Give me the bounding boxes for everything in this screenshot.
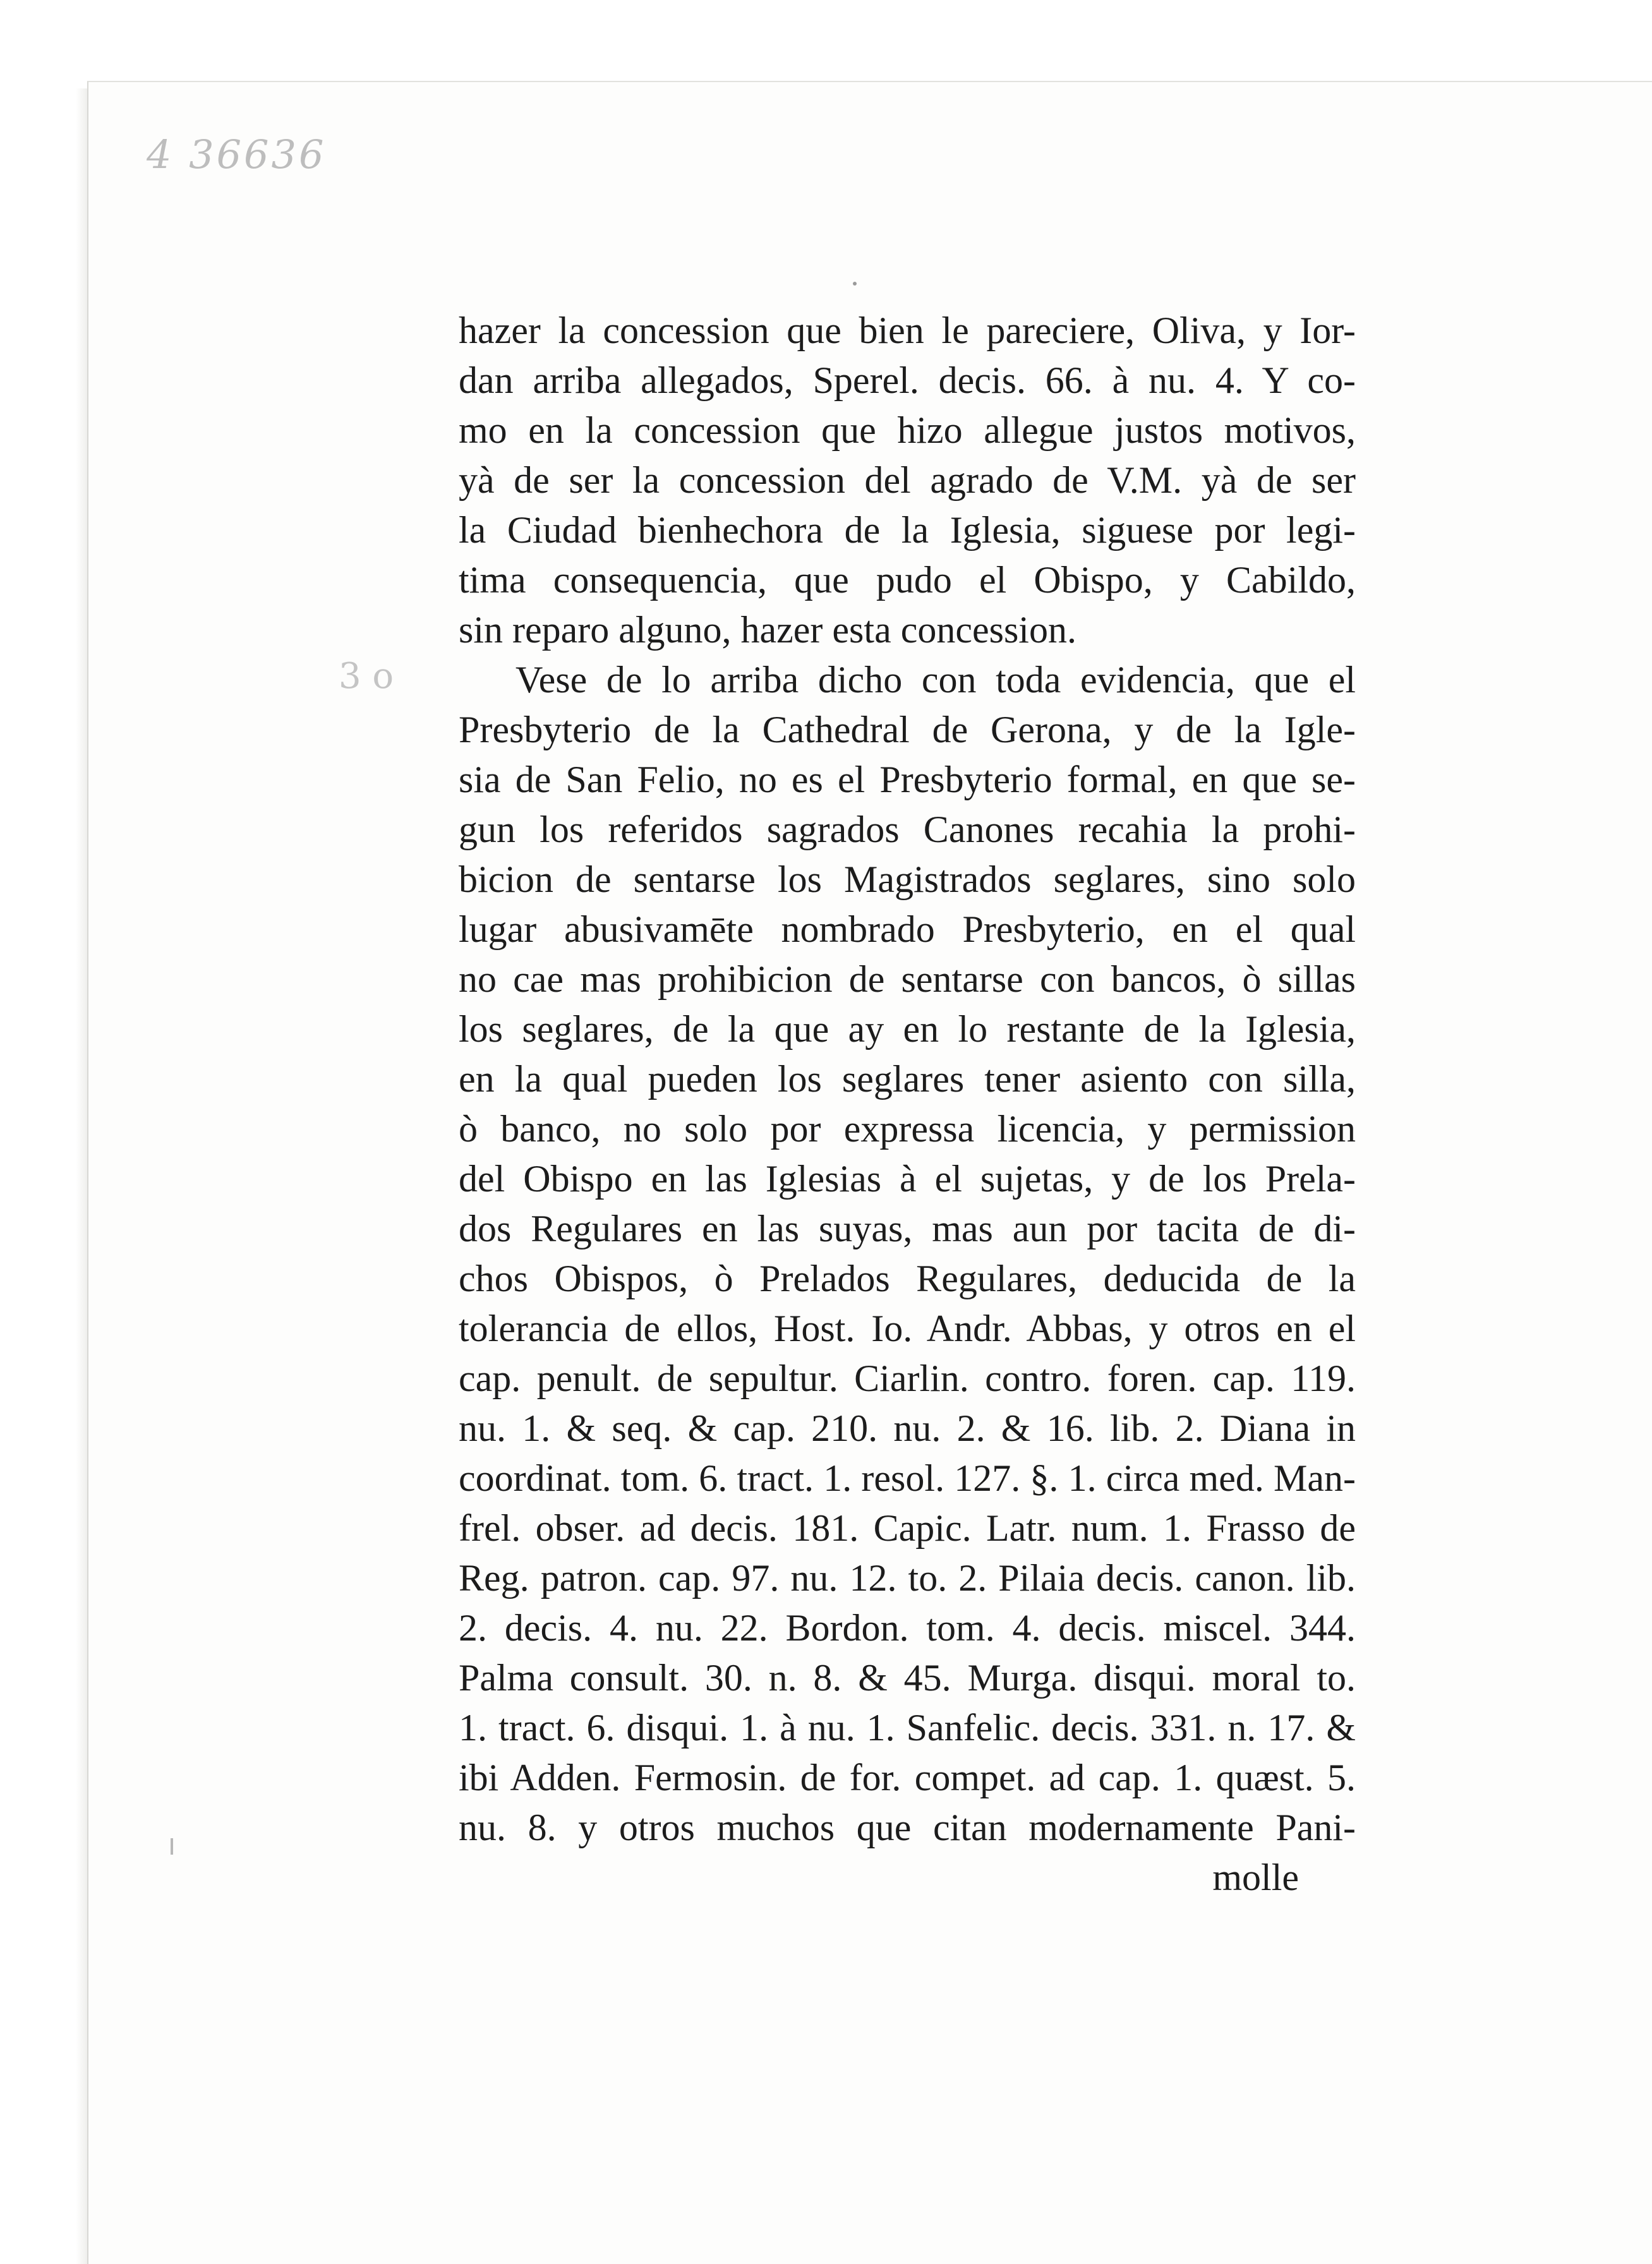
catchword: molle xyxy=(1212,1857,1299,1898)
archive-pencil-note: 4 36636 xyxy=(147,131,327,178)
text-line: no cae mas prohibicion de sentarse con bancos, ò sillas xyxy=(459,958,1356,1000)
text-line: dan arriba allegados, Sperel. decis. 66. à nu. 4. Y co- xyxy=(459,359,1356,401)
text-line: tolerancia de ellos, Host. Io. Andr. Abbas, y otros en el xyxy=(459,1308,1356,1349)
ink-speck xyxy=(853,282,857,286)
text-line: la Ciudad bienhechora de la Iglesia, siguese por legi- xyxy=(459,509,1356,551)
text-line: dos Regulares en las suyas, mas aun por tacita de di- xyxy=(459,1208,1356,1249)
text-line: Palma consult. 30. n. 8. & 45. Murga. disqui. moral to. xyxy=(459,1657,1356,1699)
text-line: en la qual pueden los seglares tener asiento con silla, xyxy=(459,1058,1356,1100)
text-line: Presbyterio de la Cathedral de Gerona, y de la Igle- xyxy=(459,709,1356,750)
text-line: sin reparo alguno, hazer esta concession. xyxy=(459,609,1076,651)
margin-pencil-note: 3 o xyxy=(339,656,394,697)
text-line: hazer la concession que bien le pareciere, Oliva, y Ior- xyxy=(459,310,1356,351)
text-line: coordinat. tom. 6. tract. 1. resol. 127. §. 1. circa med. Man- xyxy=(459,1457,1356,1499)
text-line: sia de San Felio, no es el Presbyterio formal, en que se- xyxy=(459,759,1356,800)
page-edge-shadow xyxy=(76,88,88,2264)
text-line: cap. penult. de sepultur. Ciarlin. contro. foren. cap. 119. xyxy=(459,1358,1356,1399)
text-line: nu. 8. y otros muchos que citan modernamente Pani- xyxy=(459,1807,1356,1848)
text-line: ibi Adden. Fermosin. de for. compet. ad cap. 1. quæst. 5. xyxy=(459,1757,1356,1798)
text-line: ò banco, no solo por expressa licencia, y permission xyxy=(459,1108,1356,1150)
text-line: los seglares, de la que ay en lo restante de la Iglesia, xyxy=(459,1008,1356,1050)
text-line: mo en la concession que hizo allegue justos motivos, xyxy=(459,409,1356,451)
text-line: 2. decis. 4. nu. 22. Bordon. tom. 4. decis. miscel. 344. xyxy=(459,1607,1356,1649)
text-line: yà de ser la concession del agrado de V.M. yà de ser xyxy=(459,459,1356,501)
text-line: tima consequencia, que pudo el Obispo, y Cabildo, xyxy=(459,559,1356,601)
text-line: Vese de lo arriba dicho con toda evidencia, que el xyxy=(515,659,1356,701)
text-line: lugar abusivamēte nombrado Presbyterio, en el qual xyxy=(459,908,1356,950)
text-line: frel. obser. ad decis. 181. Capic. Latr. num. 1. Frasso de xyxy=(459,1507,1356,1549)
text-line: Reg. patron. cap. 97. nu. 12. to. 2. Pilaia decis. canon. lib. xyxy=(459,1557,1356,1599)
edge-mark xyxy=(171,1838,173,1855)
text-line: gun los referidos sagrados Canones recahia la prohi- xyxy=(459,809,1356,850)
body-text xyxy=(459,306,1356,1903)
text-line: 1. tract. 6. disqui. 1. à nu. 1. Sanfelic. decis. 331. n. 17. & xyxy=(459,1707,1356,1749)
text-line: nu. 1. & seq. & cap. 210. nu. 2. & 16. lib. 2. Diana in xyxy=(459,1407,1356,1449)
text-line: bicion de sentarse los Magistrados seglares, sino solo xyxy=(459,858,1356,900)
text-line: del Obispo en las Iglesias à el sujetas, y de los Prela- xyxy=(459,1158,1356,1200)
text-line: chos Obispos, ò Prelados Regulares, deducida de la xyxy=(459,1258,1356,1299)
